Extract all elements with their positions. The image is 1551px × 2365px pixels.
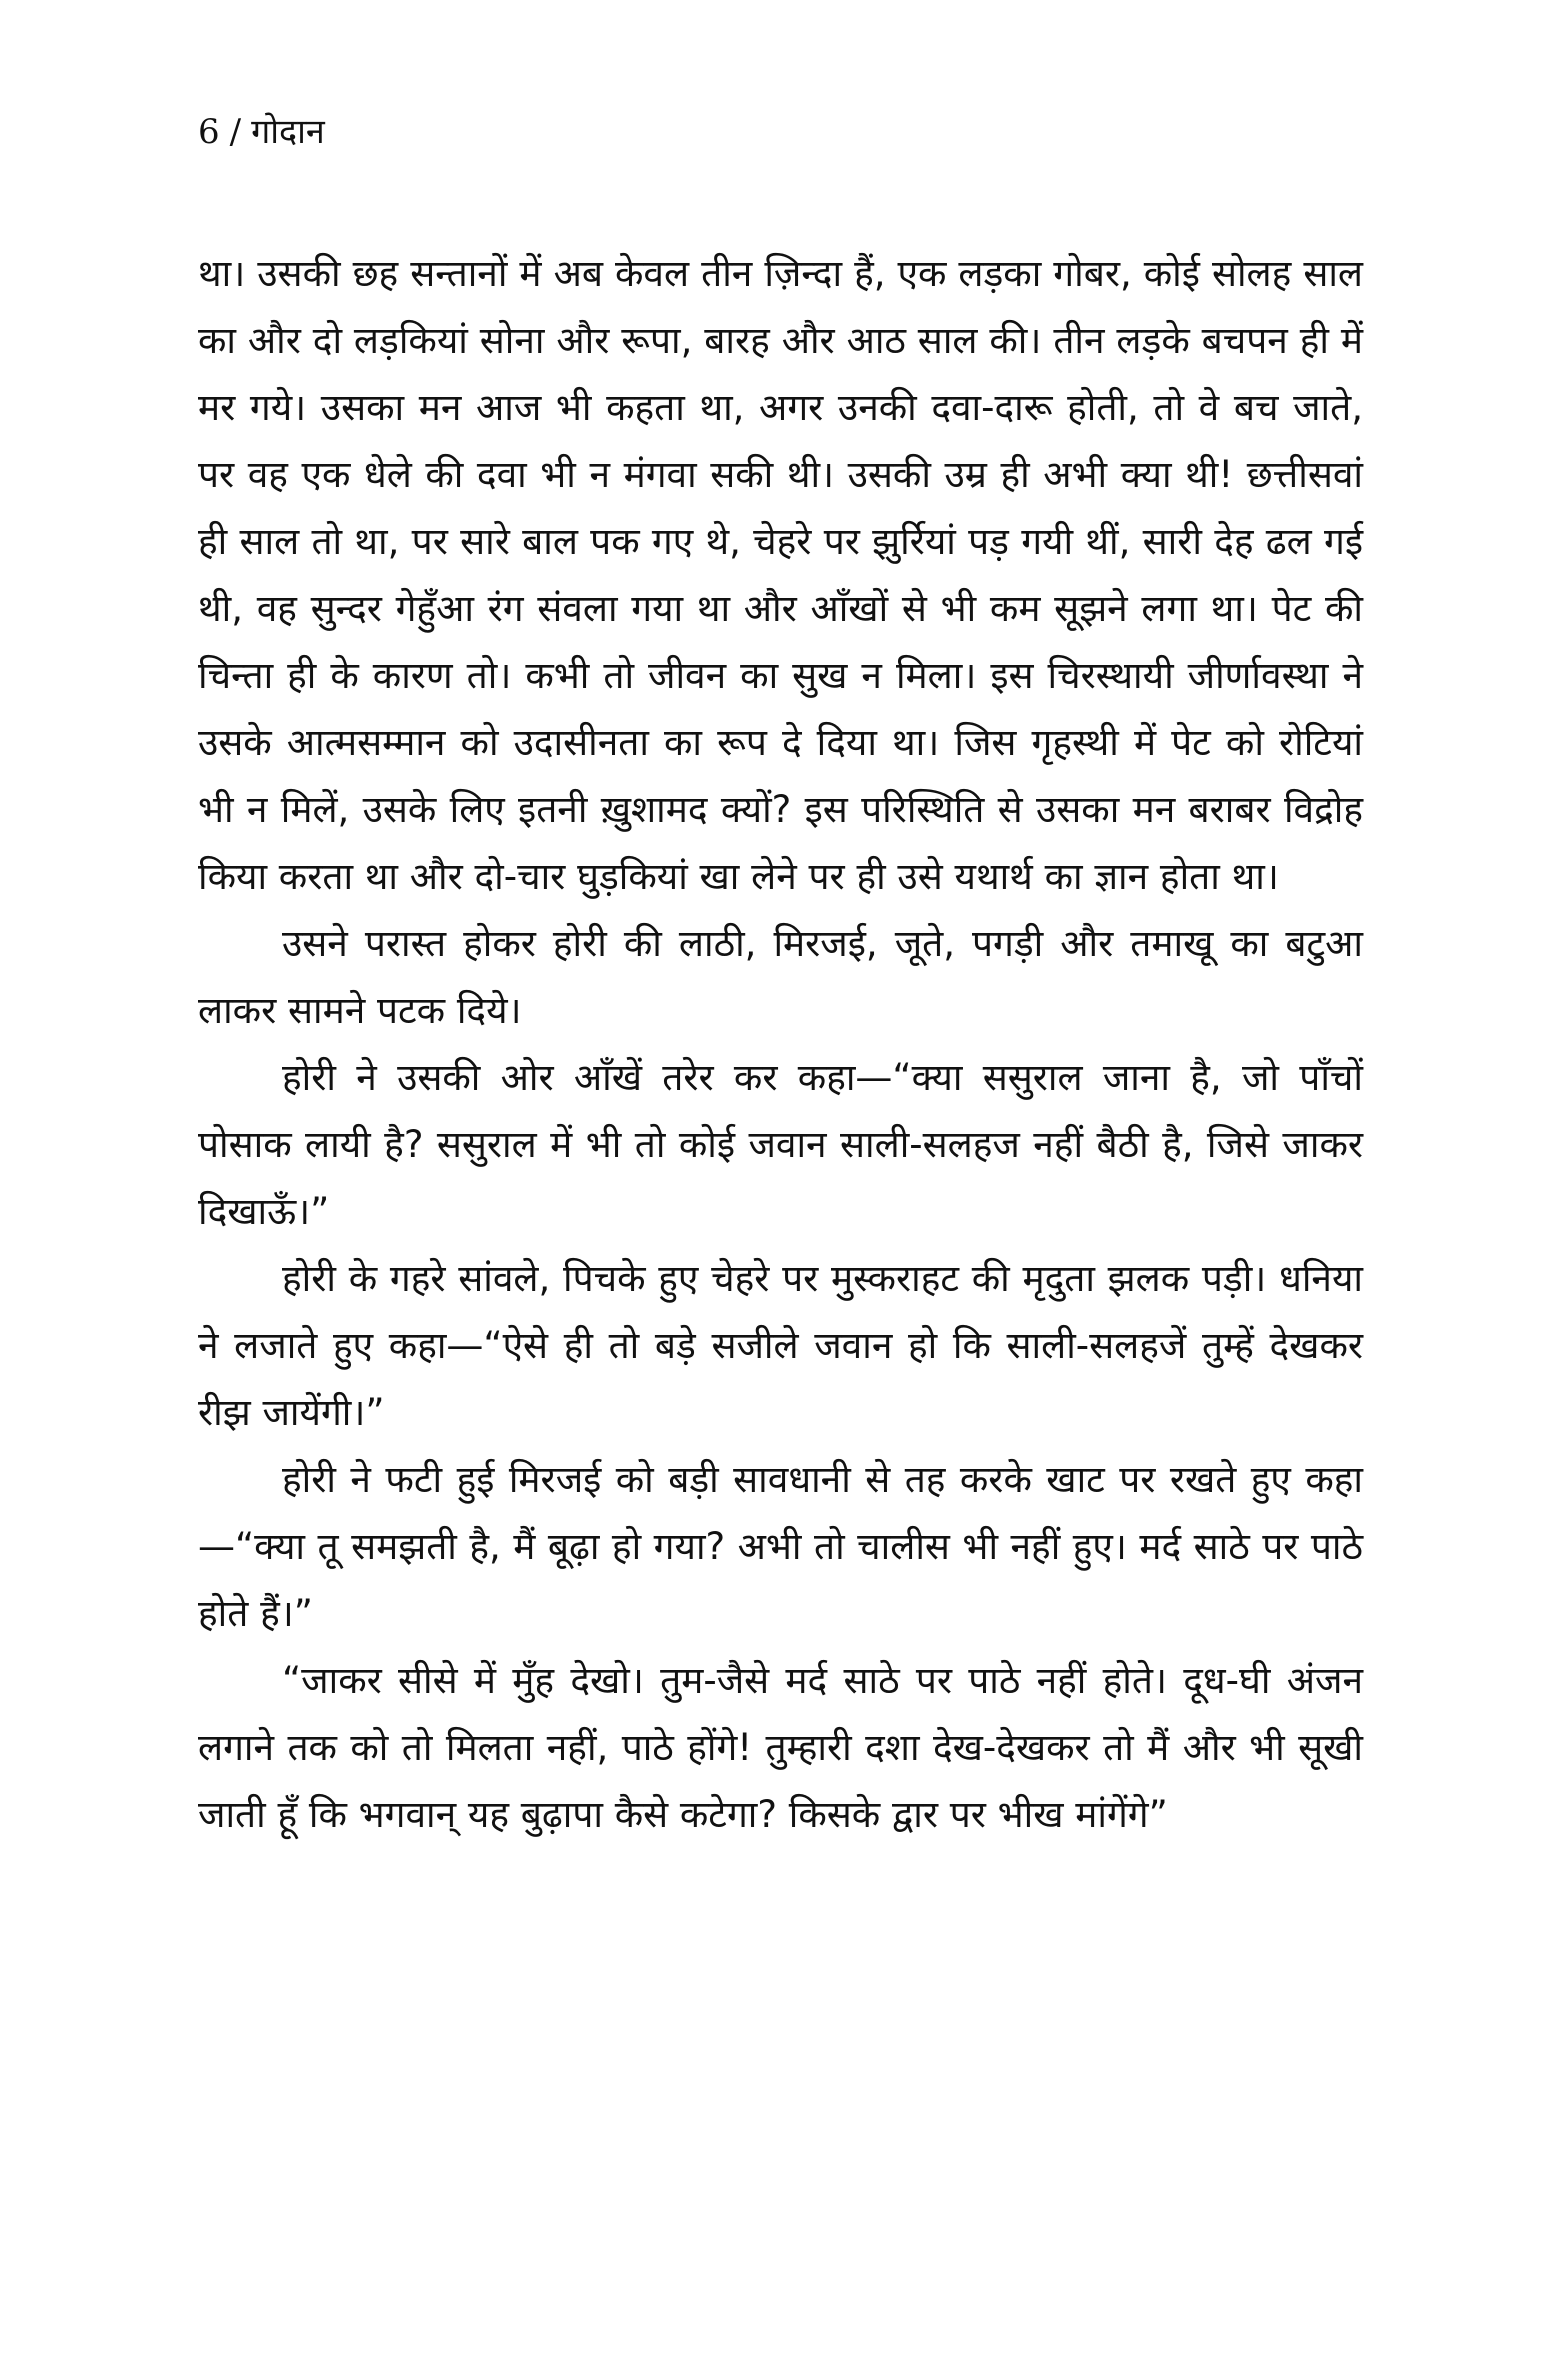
paragraph: होरी के गहरे सांवले, पिचके हुए चेहरे पर मुस्कराहट की मृदुता झलक पड़ी। धनिया ने लजाते हुए कहा—“ऐसे ही तो बड़े सजीले जवान हो कि साली-सलहजें तुम्हें देखकर रीझ जायेंगी।” xyxy=(198,1257,1363,1434)
page-body xyxy=(198,240,1363,1848)
paragraph: “जाकर सीसे में मुँह देखो। तुम-जैसे मर्द साठे पर पाठे नहीं होते। दूध-घी अंजन लगाने तक को तो मिलता नहीं, पाठे होंगे! तुम्हारी दशा देख-देखकर तो मैं और भी सूखी जाती हूँ कि भगवान् यह बुढ़ापा कैसे कटेगा? किसके द्वार पर भीख मांगेंगे” xyxy=(198,1659,1363,1836)
page-number: 6 xyxy=(198,112,220,152)
paragraph: होरी ने फटी हुई मिरजई को बड़ी सावधानी से तह करके खाट पर रखते हुए कहा—“क्या तू समझती है, मैं बूढ़ा हो गया? अभी तो चालीस भी नहीं हुए। मर्द साठे पर पाठे होते हैं।” xyxy=(198,1458,1363,1635)
paragraph: होरी ने उसकी ओर आँखें तरेर कर कहा—“क्या ससुराल जाना है, जो पाँचों पोसाक लायी है? ससुराल में भी तो कोई जवान साली-सलहज नहीं बैठी है, जिसे जाकर दिखाऊँ।” xyxy=(198,1056,1363,1233)
paragraph: था। उसकी छह सन्तानों में अब केवल तीन ज़िन्दा हैं, एक लड़का गोबर, कोई सोलह साल का और दो लड़कियां सोना और रूपा, बारह और आठ साल की। तीन लड़के बचपन ही में मर गये। उसका मन आज भी कहता था, अगर उनकी दवा-दारू होती, तो वे बच जाते, पर वह एक धेले की दवा भी न मंगवा सकी थी। उसकी उम्र ही अभी क्या थी! छत्तीसवां ही साल तो था, पर सारे बाल पक गए थे, चेहरे पर झुर्रियां पड़ गयी थीं, सारी देह ढल गई थी, वह सुन्दर गेहुँआ रंग संवला गया था और आँखों से भी कम सूझने लगा था। पेट की चिन्ता ही के कारण तो। कभी तो जीवन का सुख न मिला। इस चिरस्थायी जीर्णावस्था ने उसके आत्मसम्मान को उदासीनता का रूप दे दिया था। जिस गृहस्थी में पेट को रोटियां भी न मिलें, उसके लिए इतनी ख़ुशामद क्यों? इस परिस्थिति से उसका मन बराबर विद्रोह किया करता था और दो-चार घुड़कियां खा लेने पर ही उसे यथार्थ का ज्ञान होता था। xyxy=(198,252,1363,898)
paragraph: उसने परास्त होकर होरी की लाठी, मिरजई, जूते, पगड़ी और तमाखू का बटुआ लाकर सामने पटक दिये। xyxy=(198,922,1364,1032)
header-separator: / xyxy=(229,112,242,152)
page-header xyxy=(198,112,325,152)
book-title: गोदान xyxy=(251,112,325,152)
